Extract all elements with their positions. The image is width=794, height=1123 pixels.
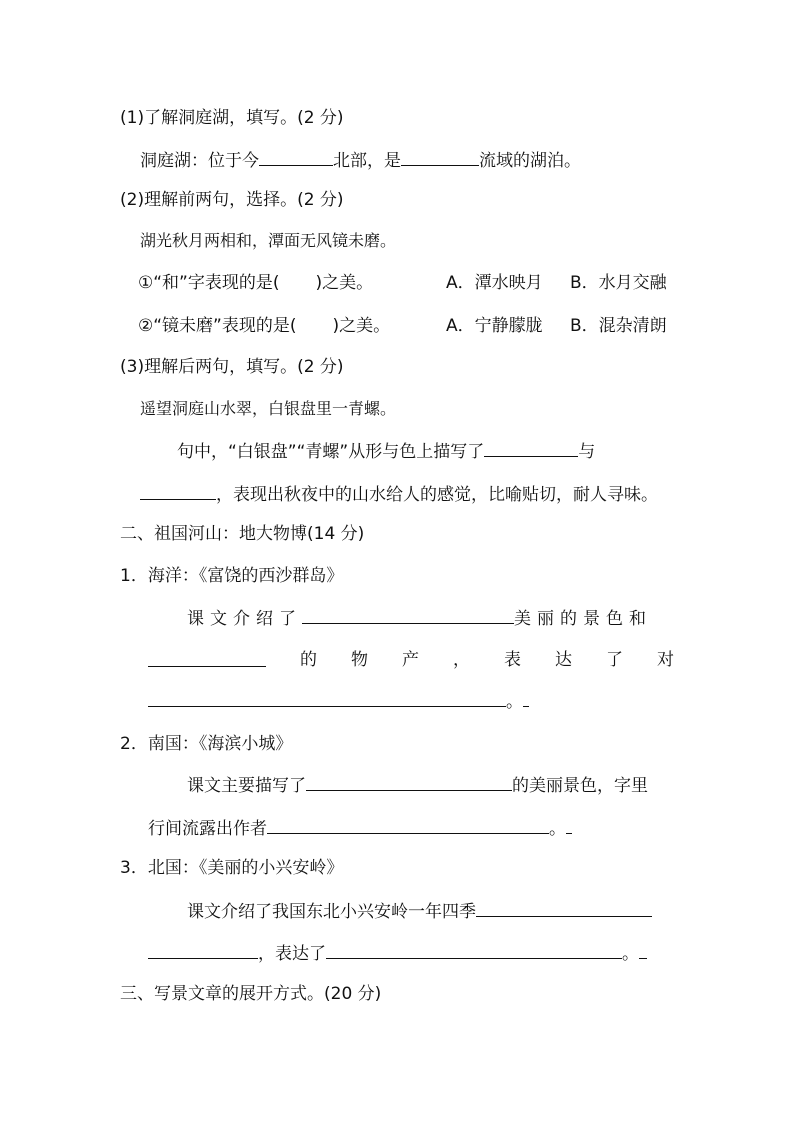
q3-text-line-2: ，表现出秋夜中的山水给人的感觉，比喻贴切，耐人寻味。 — [140, 481, 658, 507]
s2-item2-blank-2[interactable] — [267, 815, 549, 834]
q3-text-line-1: 句中，“白银盘”“青螺”从形与色上描写了 与 — [177, 438, 595, 464]
q3-blank-1[interactable] — [484, 438, 578, 457]
s2-item1-spread-row: 的 物 产 ， 表 达 了 对 — [148, 648, 674, 672]
s2-item1-line-1: 课文介绍了 美丽的景色和 — [187, 605, 652, 631]
s2-item3-blank-3-tail — [639, 940, 647, 959]
s2-item3-blank-3[interactable] — [326, 940, 622, 959]
q1-prompt: (1)了解洞庭湖，填写。(2 分) — [120, 108, 344, 128]
q2-item1-option-a[interactable]: A．潭水映月 — [446, 273, 543, 293]
q1-fill-line: 洞庭湖：位于今 北部，是 流域的湖泊。 — [140, 147, 581, 173]
q3-poem-line: 遥望洞庭山水翠，白银盘里一青螺。 — [140, 399, 397, 418]
section3-heading: 三、写景文章的展开方式。(20 分) — [120, 984, 382, 1004]
s2-item3-line-1: 课文介绍了我国东北小兴安岭一年四季 — [187, 898, 652, 924]
q3-blank-2[interactable] — [140, 481, 216, 500]
s2-item1-blank-3-tail — [523, 688, 529, 707]
q1-blank-river[interactable] — [401, 147, 479, 166]
q3-prompt: (3)理解后两句，填写。(2 分) — [120, 357, 344, 377]
q2-item2-option-a[interactable]: A．宁静朦胧 — [446, 316, 543, 336]
s2-item3-title: 3．北国：《美丽的小兴安岭》 — [120, 858, 344, 878]
s2-item2-title: 2．南国：《海滨小城》 — [120, 734, 293, 754]
s2-item1-blank-1[interactable] — [302, 605, 514, 624]
s2-item1-title: 1．海洋：《富饶的西沙群岛》 — [120, 566, 344, 586]
section2-heading: 二、祖国河山：地大物博(14 分) — [120, 524, 365, 544]
s2-item3-blank-2[interactable] — [148, 940, 258, 959]
q2-poem-line: 湖光秋月两相和，潭面无风镜未磨。 — [140, 231, 397, 250]
s2-item2-blank-1[interactable] — [306, 772, 512, 791]
s2-item1-line-2 — [148, 648, 674, 672]
q2-prompt: (2)理解前两句，选择。(2 分) — [120, 190, 344, 210]
s2-item3-blank-1[interactable] — [476, 898, 652, 917]
q2-item-1: ①“和”字表现的是( )之美。 — [138, 273, 374, 293]
q1-blank-location[interactable] — [259, 147, 333, 166]
s2-item1-blank-2[interactable] — [148, 648, 266, 667]
s2-item2-line-2: 行间流露出作者 。 — [148, 815, 572, 841]
s2-item1-blank-3[interactable] — [148, 688, 506, 707]
s2-item2-blank-2-tail — [566, 815, 572, 834]
q2-item-2: ②“镜未磨”表现的是( )之美。 — [138, 316, 391, 336]
q2-item1-option-b[interactable]: B．水月交融 — [570, 273, 667, 293]
s2-item3-line-2: ，表达了 。 — [148, 940, 647, 966]
q2-item2-option-b[interactable]: B．混杂清朗 — [570, 316, 667, 336]
s2-item1-line-3: 。 — [148, 688, 529, 714]
s2-item2-line-1: 课文主要描写了 的美丽景色，字里 — [187, 772, 648, 798]
